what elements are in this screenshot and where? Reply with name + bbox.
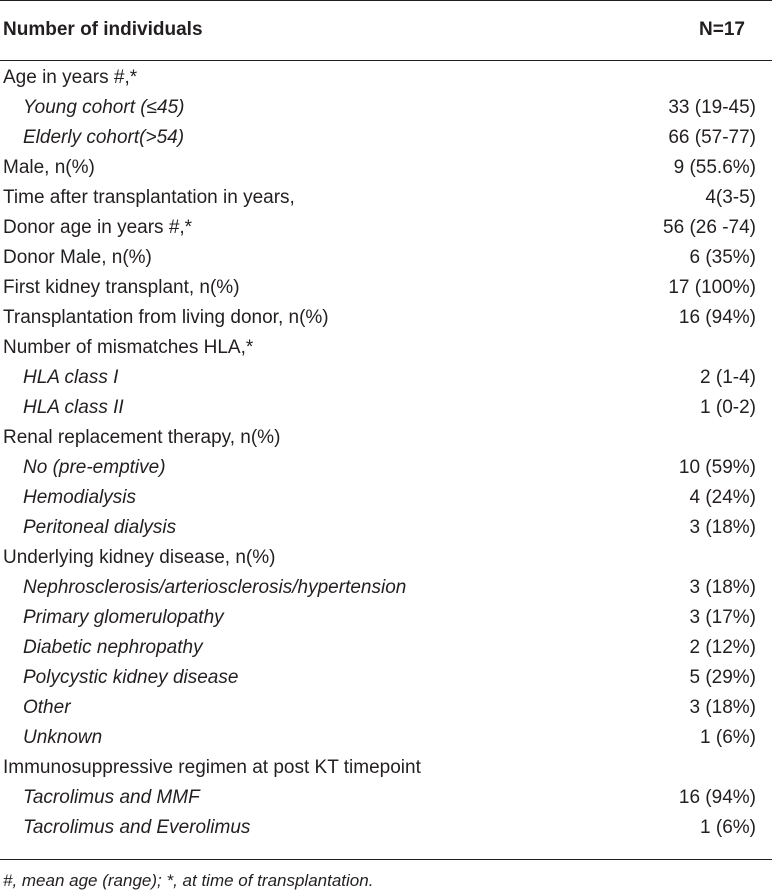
table-row [0,513,772,543]
row-value: 66 (57-77) [668,127,756,148]
row-label: Tacrolimus and MMF [23,787,200,808]
table-row [0,453,772,483]
table-row [0,483,772,513]
table-row [0,363,772,393]
table-row [0,723,772,753]
row-value: 5 (29%) [689,667,756,688]
row-label: Diabetic nephropathy [23,637,203,658]
row-value: 16 (94%) [678,787,756,808]
table-row [0,123,772,153]
row-label: Young cohort (≤45) [23,97,185,118]
table-bottom-rule [0,859,772,860]
table-row [0,423,772,453]
row-value: 17 (100%) [668,277,756,298]
table-row [0,273,772,303]
row-value: 33 (19-45) [668,97,756,118]
row-value: 2 (12%) [689,637,756,658]
row-label: Peritoneal dialysis [23,517,177,538]
row-value: 56 (26 -74) [663,217,756,238]
table-row [0,783,772,813]
row-label: Underlying kidney disease, n(%) [3,547,276,568]
row-label: Transplantation from living donor, n(%) [3,307,329,328]
row-label: Time after transplantation in years, [3,187,295,208]
table-row [0,303,772,333]
row-label: Polycystic kidney disease [23,667,239,688]
row-label: Primary glomerulopathy [23,607,224,628]
table-body [0,63,772,843]
row-value: 9 (55.6%) [673,157,756,178]
table-row [0,573,772,603]
table-header-row [0,0,772,60]
row-label: Renal replacement therapy, n(%) [3,427,281,448]
row-label: Unknown [23,727,103,748]
table-row [0,93,772,123]
table-row [0,543,772,573]
row-value: 3 (18%) [689,577,756,598]
row-label: HLA class II [23,397,124,418]
table-row [0,633,772,663]
header-value: N=17 [699,19,745,40]
row-label: Tacrolimus and Everolimus [23,817,251,838]
row-value: 3 (18%) [689,697,756,718]
table-row [0,813,772,843]
row-label: Number of mismatches HLA,* [3,337,254,358]
table-row [0,663,772,693]
row-label: HLA class I [23,367,119,388]
row-value: 6 (35%) [689,247,756,268]
row-label: Other [23,697,71,718]
row-label: Immunosuppressive regimen at post KT timepoint [3,757,421,778]
row-value: 10 (59%) [678,457,756,478]
row-label: First kidney transplant, n(%) [3,277,240,298]
row-label: Donor Male, n(%) [3,247,152,268]
table-row [0,333,772,363]
row-label: Hemodialysis [23,487,136,508]
table-row [0,753,772,783]
row-value: 16 (94%) [678,307,756,328]
table-row [0,63,772,93]
row-value: 4 (24%) [689,487,756,508]
row-label: Nephrosclerosis/arteriosclerosis/hypertension [23,577,407,598]
table-row [0,693,772,723]
row-value: 1 (0-2) [700,397,756,418]
row-value: 3 (17%) [689,607,756,628]
row-label: Male, n(%) [3,157,95,178]
row-label: No (pre-emptive) [23,457,166,478]
table-row [0,243,772,273]
table-row [0,153,772,183]
row-label: Elderly cohort(>54) [23,127,185,148]
row-value: 1 (6%) [700,817,756,838]
table-header-rule [0,60,772,61]
header-label: Number of individuals [3,19,203,40]
row-value: 4(3-5) [705,187,756,208]
table-row [0,183,772,213]
row-label: Age in years #,* [3,67,138,88]
row-value: 2 (1-4) [700,367,756,388]
table-footnote: #, mean age (range); *, at time of transplantation. [3,871,374,890]
row-value: 1 (6%) [700,727,756,748]
table-row [0,213,772,243]
table-row [0,603,772,633]
table-row [0,393,772,423]
row-value: 3 (18%) [689,517,756,538]
row-label: Donor age in years #,* [3,217,193,238]
